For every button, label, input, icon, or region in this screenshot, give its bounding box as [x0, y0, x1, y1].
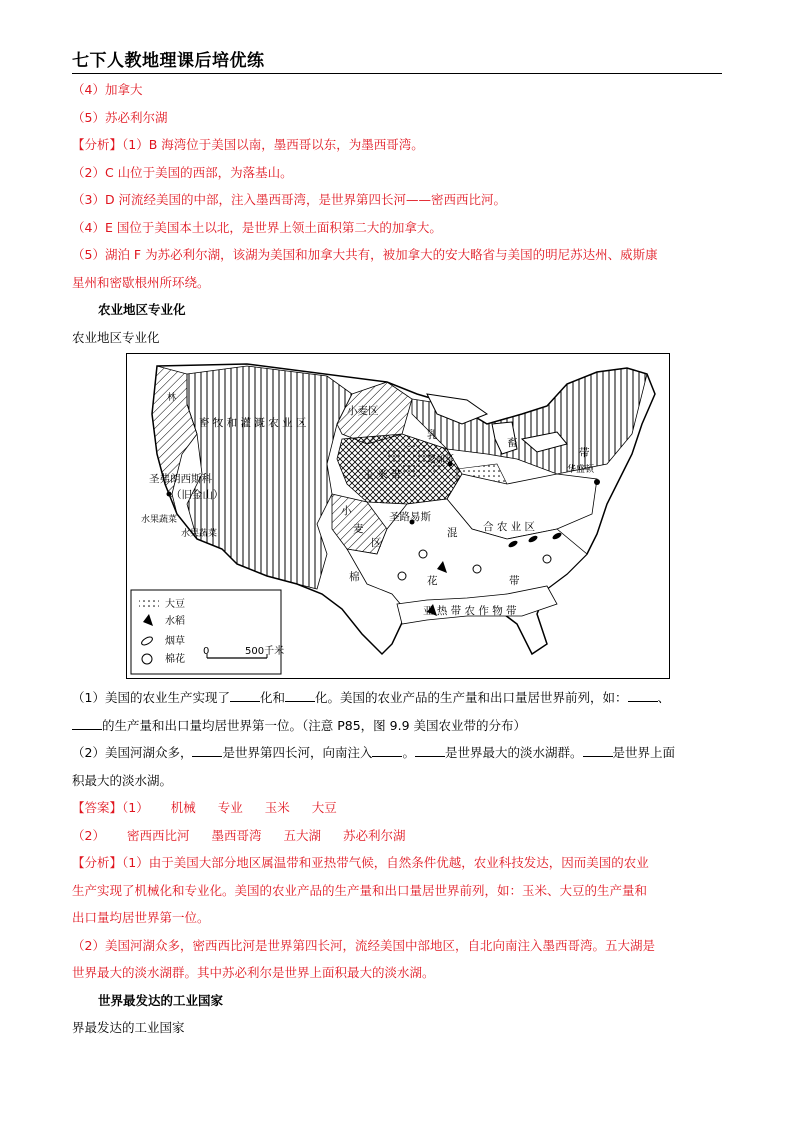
analysis-1-line-3: （3）D 河流经美国的中部，注入墨西哥湾，是世界第四长河——密西西比河。: [72, 192, 507, 207]
label-wheat-south-1: 小: [341, 505, 352, 517]
us-agriculture-map: [126, 353, 670, 679]
label-forest: 林: [167, 393, 177, 403]
page-content: [72, 76, 724, 351]
section-heading-industry: 世界最发达的工业国家: [98, 992, 224, 1008]
cotton-icon: [419, 550, 427, 558]
analysis-1-line-5a: （5）湖泊 F 为苏必利尔湖，该湖为美国和加拿大共有，被加拿大的安大略省与美国的明尼苏达州、威斯康: [72, 247, 658, 262]
label-mixed: 混: [447, 527, 458, 539]
answer-line-5: （5）苏必利尔湖: [72, 109, 168, 125]
question-2-line-2: 积最大的淡水湖。: [72, 772, 173, 788]
legend-soybean-swatch: [139, 598, 159, 608]
question-1-line-2: 的生产量和出口量均居世界第一位。（注意 P85，图 9.9 美国农业带的分布）: [72, 712, 724, 740]
cotton-icon: [473, 565, 481, 573]
scale-km: 500千米: [245, 646, 285, 657]
blank[interactable]: [72, 715, 102, 730]
analysis-tag: 【分析】: [72, 137, 123, 152]
scale-zero: 0: [203, 646, 210, 657]
answer-line-1: 【答案】（1） 机械 专业 玉米 大豆: [72, 800, 337, 815]
blank[interactable]: [415, 742, 445, 757]
label-livestock: 畜 牧 和 灌 溉 农 业 区: [199, 417, 307, 429]
question-2-line-1: （2）美国河湖众多， 是世界第四长河，向南注入 。 是世界最大的淡水湖群。 是世界上面: [72, 739, 724, 767]
analysis-2-line-1: 【分析】（1）由于美国大部分地区属温带和亚热带气候，自然条件优越，农业科技发达，因而美国的农业: [72, 855, 649, 870]
blank[interactable]: [583, 742, 613, 757]
analysis-2-line-4: （2）美国河湖众多，密西西比河是世界第四长河，流经美国中部地区，自北向南注入墨西哥湾。五大湖是: [72, 937, 655, 953]
legend-soybean: 大豆: [165, 599, 185, 610]
washington-marker: [594, 479, 600, 485]
label-stlouis: 圣路易斯: [389, 511, 431, 523]
cotton-icon: [398, 572, 406, 580]
cotton-icon: [543, 555, 551, 563]
analysis-1-line-2: （2）C 山位于美国的西部，为落基山。: [72, 164, 293, 180]
blank[interactable]: [230, 687, 260, 702]
label-mixed-2: 合 农 业 区: [483, 521, 536, 533]
label-wheat-south-3: 区: [371, 537, 382, 549]
label-wheat-north: 小麦区: [347, 405, 379, 417]
lower-content: [72, 684, 724, 1042]
label-cotton-3: 带: [509, 575, 520, 587]
label-subtropical: 亚 热 带 农 作 物 带: [423, 605, 517, 617]
legend-cotton: 棉花: [165, 654, 185, 665]
label-dairy-3: 带: [579, 447, 590, 459]
blank[interactable]: [372, 742, 402, 757]
analysis-2-line-5: 世界最大的淡水湖群。其中苏必利尔是世界上面积最大的淡水湖。: [72, 965, 435, 980]
label-dairy-1: 乳: [427, 429, 438, 441]
analysis-1-line-4: （4）E 国位于美国本土以北，是世界上领土面积第二大的加拿大。: [72, 219, 442, 235]
header-title: 七下人教地理课后培优练: [72, 51, 265, 71]
answer-line-4: （4）加拿大: [72, 82, 143, 97]
analysis-tag: 【分析】: [72, 855, 123, 870]
section-heading-agriculture: 农业地区专业化: [98, 302, 186, 317]
legend-rice: 水稻: [165, 616, 185, 627]
label-sf-2: （旧金山）: [171, 489, 224, 501]
section-subheading-industry: 界最发达的工业国家: [72, 1020, 185, 1035]
blank[interactable]: [628, 687, 658, 702]
legend-tobacco: 烟草: [165, 636, 185, 647]
section-subheading-agriculture: 农业地区专业化: [72, 329, 160, 345]
label-veg-central: 水果蔬菜: [181, 529, 218, 539]
header-rule: [72, 73, 722, 74]
label-veg-west: 水果蔬菜: [141, 515, 178, 525]
label-wheat-south-2: 麦: [353, 523, 364, 535]
question-1-line-1: （1）美国的农业生产实现了 化和 化。美国的农业产品的生产量和出口量居世界前列，如： 、: [72, 684, 724, 712]
map-svg: [127, 354, 669, 678]
page-header: [72, 46, 722, 71]
blank[interactable]: [285, 687, 315, 702]
label-dairy-2: 畜: [507, 437, 518, 449]
label-cotton-1: 棉: [349, 571, 360, 583]
blank[interactable]: [192, 742, 222, 757]
label-corn-belt: 玉 米 带: [363, 469, 402, 481]
label-sf: 圣弗朗西斯科: [149, 473, 212, 485]
cotton-icon: [142, 654, 152, 664]
label-cotton-2: 花: [427, 575, 438, 587]
label-chicago: 芝加哥: [427, 455, 455, 465]
analysis-2-line-3: 出口量均居世界第一位。: [72, 910, 210, 925]
answer-line-2: （2） 密西西比河 墨西哥湾 五大湖 苏必利尔湖: [72, 827, 406, 843]
answer-tag: 【答案】: [72, 800, 123, 815]
analysis-1-line-5b: 星州和密歇根州所环绕。: [72, 274, 210, 290]
label-washington: 华盛顿: [567, 465, 595, 475]
analysis-2-line-2: 生产实现了机械化和专业化。美国的农业产品的生产量和出口量居世界前列，如：玉米、大豆的生产量和: [72, 882, 648, 898]
analysis-1-line-1: 【分析】（1）B 海湾位于美国以南，墨西哥以东，为墨西哥湾。: [72, 137, 424, 152]
